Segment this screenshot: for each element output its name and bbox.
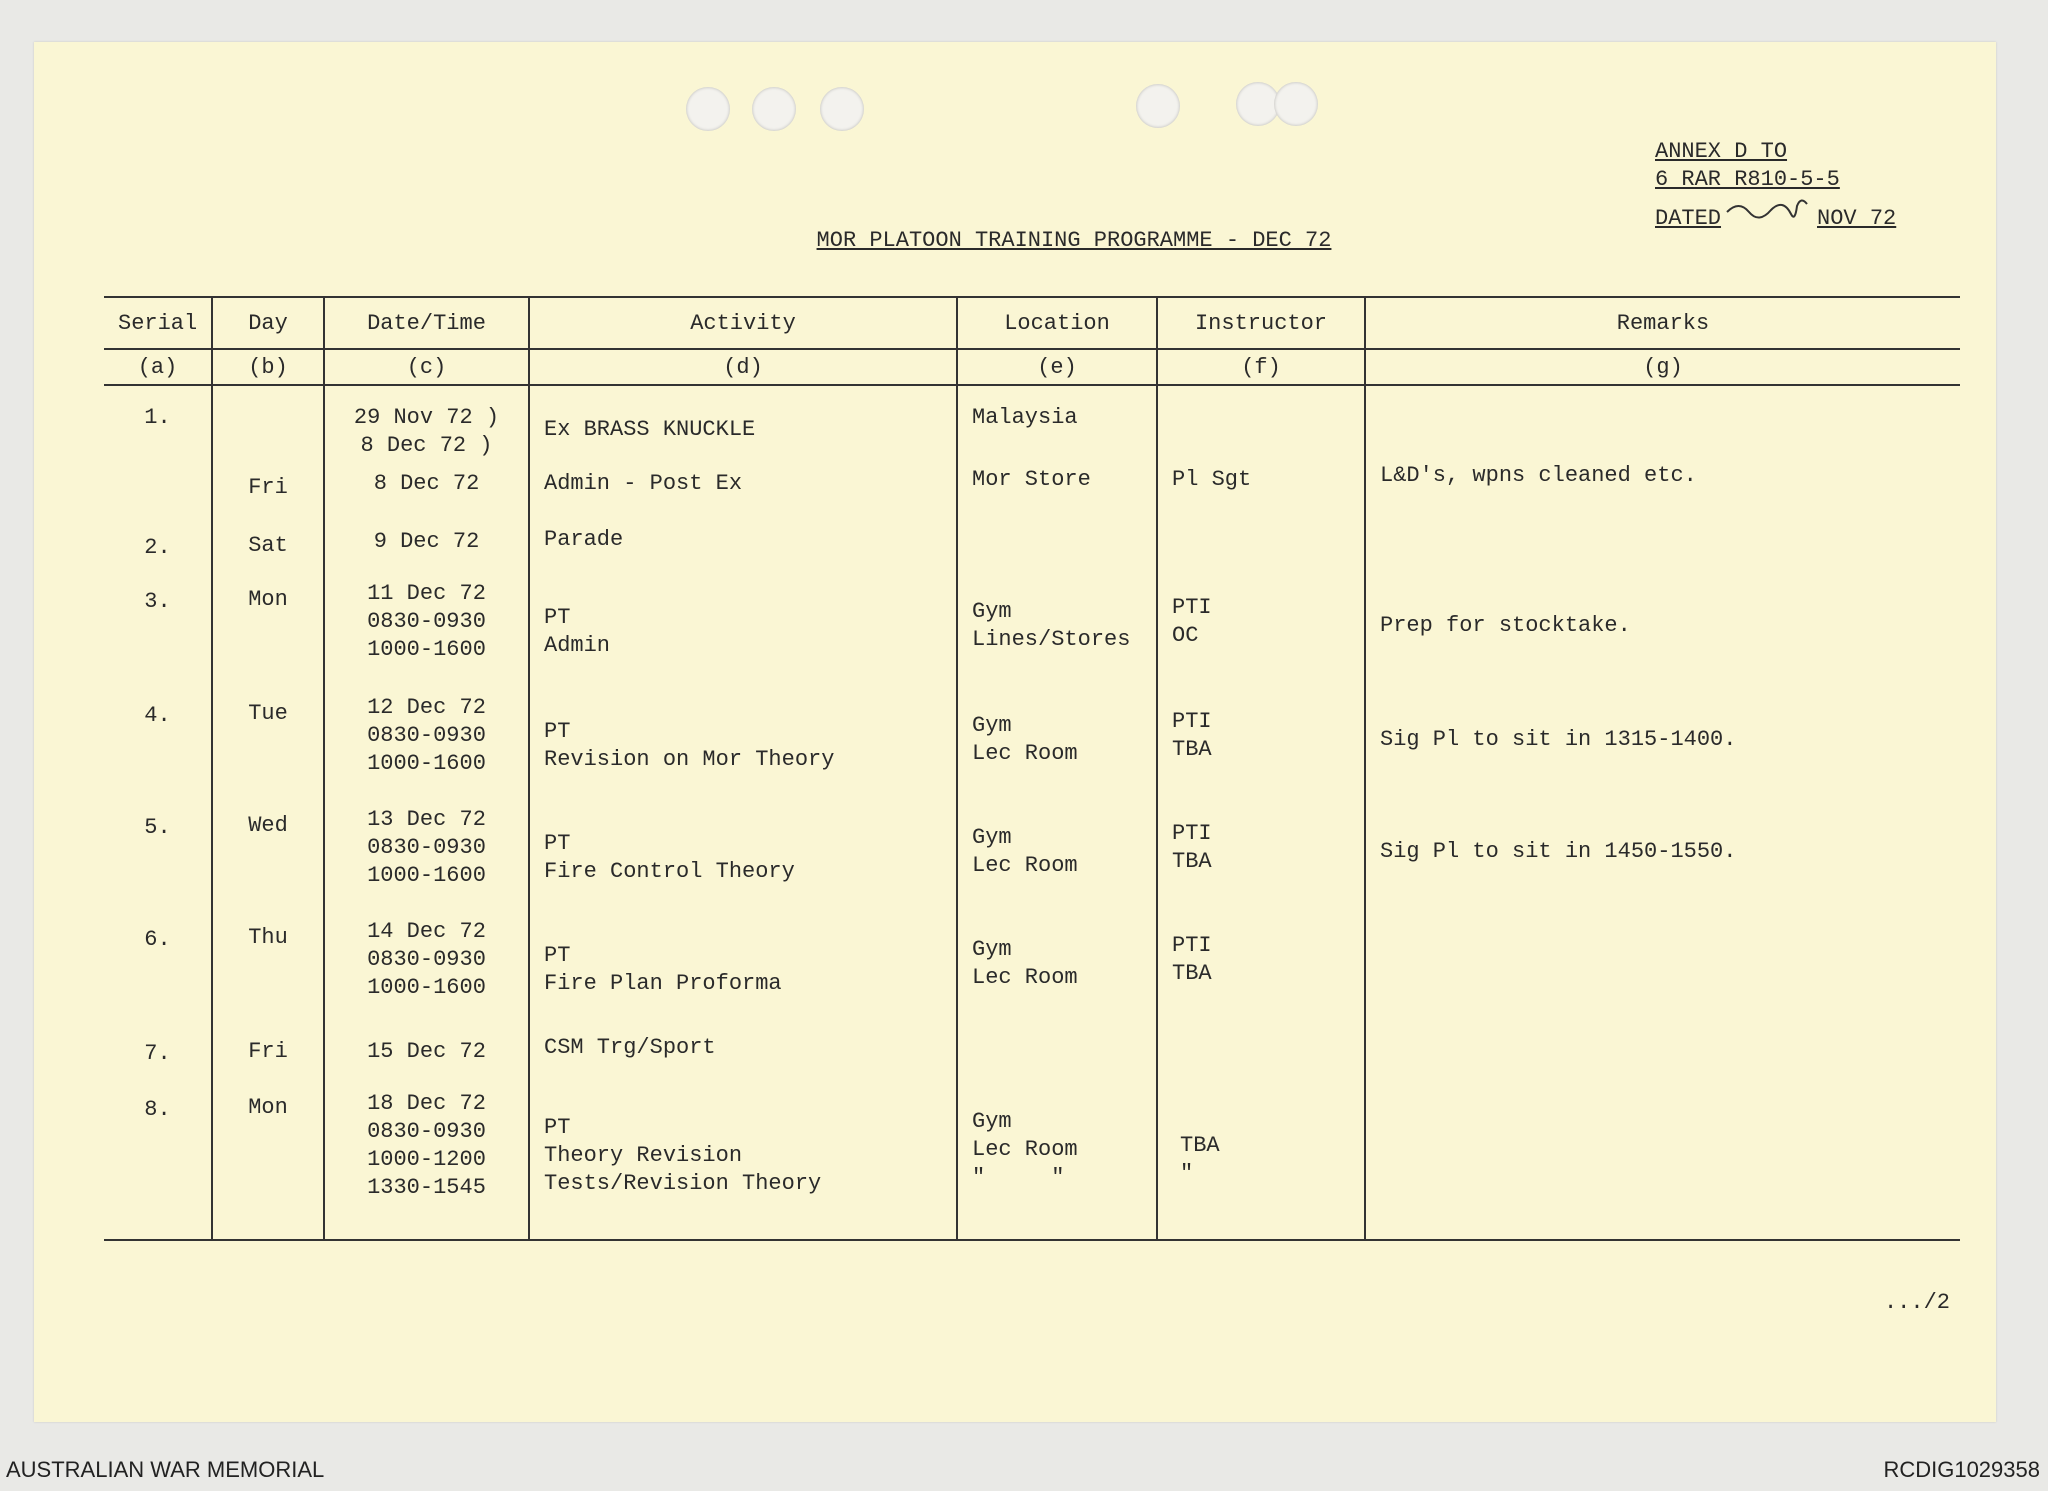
activity-cell: CSM Trg/Sport — [529, 1024, 957, 1080]
table-row — [104, 385, 1960, 460]
footer-institution: AUSTRALIAN WAR MEMORIAL — [6, 1457, 325, 1482]
location-cell: Gym Lec Room — [957, 800, 1157, 912]
table-header-row — [104, 297, 1960, 349]
instructor-cell — [1157, 385, 1365, 460]
column-header: Remarks — [1365, 297, 1960, 349]
instructor-cell — [1157, 518, 1365, 574]
table-row — [104, 518, 1960, 574]
column-letter: (g) — [1365, 349, 1960, 385]
activity-cell: Admin - Post Ex — [529, 460, 957, 518]
table-row — [104, 574, 1960, 688]
location-cell: Malaysia — [957, 385, 1157, 460]
annex-line-1: ANNEX D TO — [1655, 139, 1788, 164]
date-cell: 12 Dec 72 0830-0930 1000-1600 — [324, 688, 529, 800]
remarks-cell: L&D's, wpns cleaned etc. — [1365, 460, 1960, 518]
instructor-cell: TBA " — [1157, 1080, 1365, 1240]
page-title: MOR PLATOON TRAINING PROGRAMME - DEC 72 — [816, 228, 1332, 253]
day-cell: Mon — [212, 1080, 324, 1240]
annex-reference — [1655, 138, 1896, 233]
column-letter: (f) — [1157, 349, 1365, 385]
remarks-cell: Prep for stocktake. — [1365, 574, 1960, 688]
instructor-cell: PTI TBA — [1157, 800, 1365, 912]
instructor-cell — [1157, 1024, 1365, 1080]
activity-cell: PT Revision on Mor Theory — [529, 688, 957, 800]
remarks-cell — [1365, 385, 1960, 460]
serial-cell: 7. — [104, 1024, 212, 1080]
location-cell: Gym Lec Room — [957, 688, 1157, 800]
serial-cell: 4. — [104, 688, 212, 800]
instructor-cell: PTI TBA — [1157, 688, 1365, 800]
dated-month: NOV 72 — [1817, 206, 1897, 231]
column-header: Location — [957, 297, 1157, 349]
column-letter: (a) — [104, 349, 212, 385]
punch-hole — [1136, 84, 1180, 128]
punch-hole — [820, 87, 864, 131]
serial-cell: 2. — [104, 518, 212, 574]
column-letter: (d) — [529, 349, 957, 385]
serial-cell: 8. — [104, 1080, 212, 1240]
punch-hole — [752, 87, 796, 131]
column-letter: (c) — [324, 349, 529, 385]
column-header: Day — [212, 297, 324, 349]
day-cell: Tue — [212, 688, 324, 800]
table-row — [104, 800, 1960, 912]
annex-line-2: 6 RAR R810-5-5 — [1655, 167, 1840, 192]
date-cell: 15 Dec 72 — [324, 1024, 529, 1080]
table-row — [104, 1080, 1960, 1240]
serial-cell — [104, 460, 212, 518]
table-row — [104, 460, 1960, 518]
table-row — [104, 688, 1960, 800]
location-cell — [957, 518, 1157, 574]
instructor-cell: PTI OC — [1157, 574, 1365, 688]
day-cell: Thu — [212, 912, 324, 1024]
footer-record-id: RCDIG1029358 — [1883, 1457, 2040, 1482]
date-cell: 14 Dec 72 0830-0930 1000-1600 — [324, 912, 529, 1024]
date-cell: 9 Dec 72 — [324, 518, 529, 574]
table-row — [104, 912, 1960, 1024]
activity-cell: PT Admin — [529, 574, 957, 688]
day-cell: Mon — [212, 574, 324, 688]
location-cell — [957, 1024, 1157, 1080]
column-letter: (e) — [957, 349, 1157, 385]
date-cell: 11 Dec 72 0830-0930 1000-1600 — [324, 574, 529, 688]
column-header: Date/Time — [324, 297, 529, 349]
day-cell: Sat — [212, 518, 324, 574]
location-cell: Mor Store — [957, 460, 1157, 518]
date-cell: 18 Dec 72 0830-0930 1000-1200 1330-1545 — [324, 1080, 529, 1240]
date-cell: 29 Nov 72 ) 8 Dec 72 ) — [324, 385, 529, 460]
day-cell: Wed — [212, 800, 324, 912]
activity-cell: Parade — [529, 518, 957, 574]
punch-hole — [686, 87, 730, 131]
date-cell: 13 Dec 72 0830-0930 1000-1600 — [324, 800, 529, 912]
dated-label: DATED — [1655, 206, 1722, 231]
remarks-cell: Sig Pl to sit in 1315-1400. — [1365, 688, 1960, 800]
activity-cell: PT Fire Control Theory — [529, 800, 957, 912]
table-body — [104, 385, 1960, 1240]
serial-cell: 6. — [104, 912, 212, 1024]
activity-cell: PT Theory Revision Tests/Revision Theory — [529, 1080, 957, 1240]
day-cell: Fri — [212, 1024, 324, 1080]
serial-cell: 3. — [104, 574, 212, 688]
day-cell — [212, 385, 324, 460]
day-cell: Fri — [212, 460, 324, 518]
remarks-cell — [1365, 1024, 1960, 1080]
punch-hole — [1274, 82, 1318, 126]
location-cell: Gym Lec Room — [957, 912, 1157, 1024]
location-cell: Gym Lines/Stores — [957, 574, 1157, 688]
column-letter: (b) — [212, 349, 324, 385]
serial-cell: 5. — [104, 800, 212, 912]
training-programme-table — [104, 296, 1960, 1241]
activity-cell: Ex BRASS KNUCKLE — [529, 385, 957, 460]
column-header: Instructor — [1157, 297, 1365, 349]
remarks-cell: Sig Pl to sit in 1450-1550. — [1365, 800, 1960, 912]
page-continuation: .../2 — [1883, 1290, 1950, 1315]
column-letter-row — [104, 349, 1960, 385]
activity-cell: PT Fire Plan Proforma — [529, 912, 957, 1024]
instructor-cell: PTI TBA — [1157, 912, 1365, 1024]
column-header: Activity — [529, 297, 957, 349]
remarks-cell — [1365, 912, 1960, 1024]
column-header: Serial — [104, 297, 212, 349]
remarks-cell — [1365, 1080, 1960, 1240]
serial-cell: 1. — [104, 385, 212, 460]
date-cell: 8 Dec 72 — [324, 460, 529, 518]
instructor-cell: Pl Sgt — [1157, 460, 1365, 518]
location-cell: Gym Lec Room " " — [957, 1080, 1157, 1240]
signature-squiggle-icon — [1721, 194, 1811, 224]
remarks-cell — [1365, 518, 1960, 574]
table-row — [104, 1024, 1960, 1080]
